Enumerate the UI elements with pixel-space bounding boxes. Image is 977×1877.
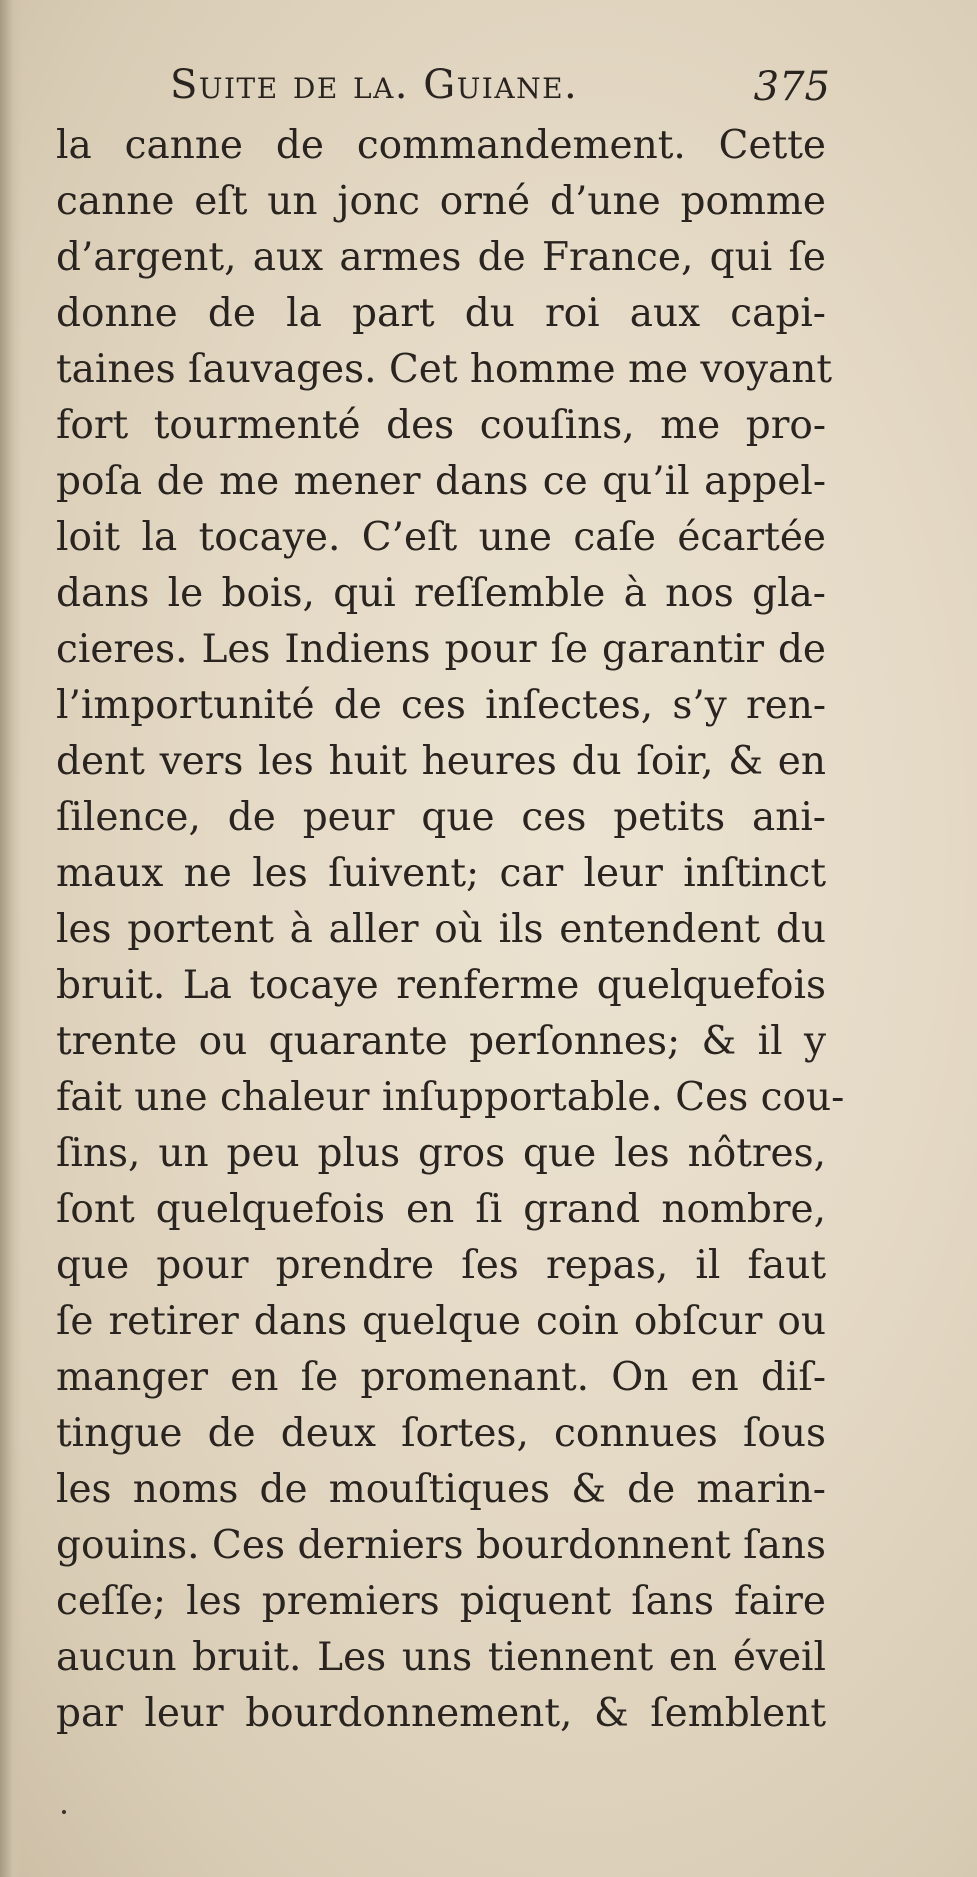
text-line: ſe retirer dans quelque coin obſcur ou [56, 1299, 826, 1344]
text-line: l’importunité de ces inſectes, s’y ren- [56, 683, 826, 728]
text-line: la canne de commandement. Cette [56, 123, 826, 168]
text-line: d’argent, aux armes de France, qui ſe [56, 235, 826, 280]
running-title: Suite de la. Guiane. [170, 62, 579, 108]
text-line: donne de la part du roi aux capi- [56, 291, 826, 336]
text-line: cieres. Les Indiens pour ſe garantir de [56, 627, 826, 672]
text-line: tingue de deux ſortes, connues ſous [56, 1411, 826, 1456]
text-line: ſilence, de peur que ces petits ani- [56, 795, 826, 840]
text-line: canne eſt un jonc orné d’une pomme [56, 179, 826, 224]
text-line: dans le bois, qui reſſemble à nos gla- [56, 571, 826, 616]
page-number: 375 [753, 64, 830, 110]
text-line: dent vers les huit heures du ſoir, & en [56, 739, 826, 784]
text-line: les portent à aller où ils entendent du [56, 907, 826, 952]
text-line: ſont quelquefois en ſi grand nombre, [56, 1187, 826, 1232]
text-line: poſa de me mener dans ce qu’il appel- [56, 459, 826, 504]
text-line: les noms de mouſtiques & de marin- [56, 1467, 826, 1512]
text-line: trente ou quarante perſonnes; & il y [56, 1019, 826, 1064]
text-line: ſins, un peu plus gros que les nôtres, [56, 1131, 826, 1176]
text-line: loit la tocaye. C’eſt une caſe écartée [56, 515, 826, 560]
text-line: manger en ſe promenant. On en diſ- [56, 1355, 826, 1400]
text-line: ceſſe; les premiers piquent ſans faire [56, 1579, 826, 1624]
page-header [170, 62, 830, 122]
text-line: fait une chaleur inſupportable. Ces cou- [56, 1075, 845, 1120]
body-text [56, 118, 845, 1742]
text-line: aucun bruit. Les uns tiennent en éveil [56, 1635, 826, 1680]
text-line: bruit. La tocaye renferme quelquefois [56, 963, 826, 1008]
text-line: que pour prendre ſes repas, il faut [56, 1243, 826, 1288]
text-line: par leur bourdonnement, & ſemblent [56, 1691, 826, 1736]
text-line: taines ſauvages. Cet homme me voyant [56, 347, 833, 392]
page-gutter-shadow [0, 0, 22, 1877]
text-line: fort tourmenté des couſins, me pro- [56, 403, 826, 448]
text-line: maux ne les ſuivent; car leur inſtinct [56, 851, 826, 896]
text-line: gouins. Ces derniers bourdonnent ſans [56, 1523, 826, 1568]
paper-speck [62, 1810, 66, 1814]
